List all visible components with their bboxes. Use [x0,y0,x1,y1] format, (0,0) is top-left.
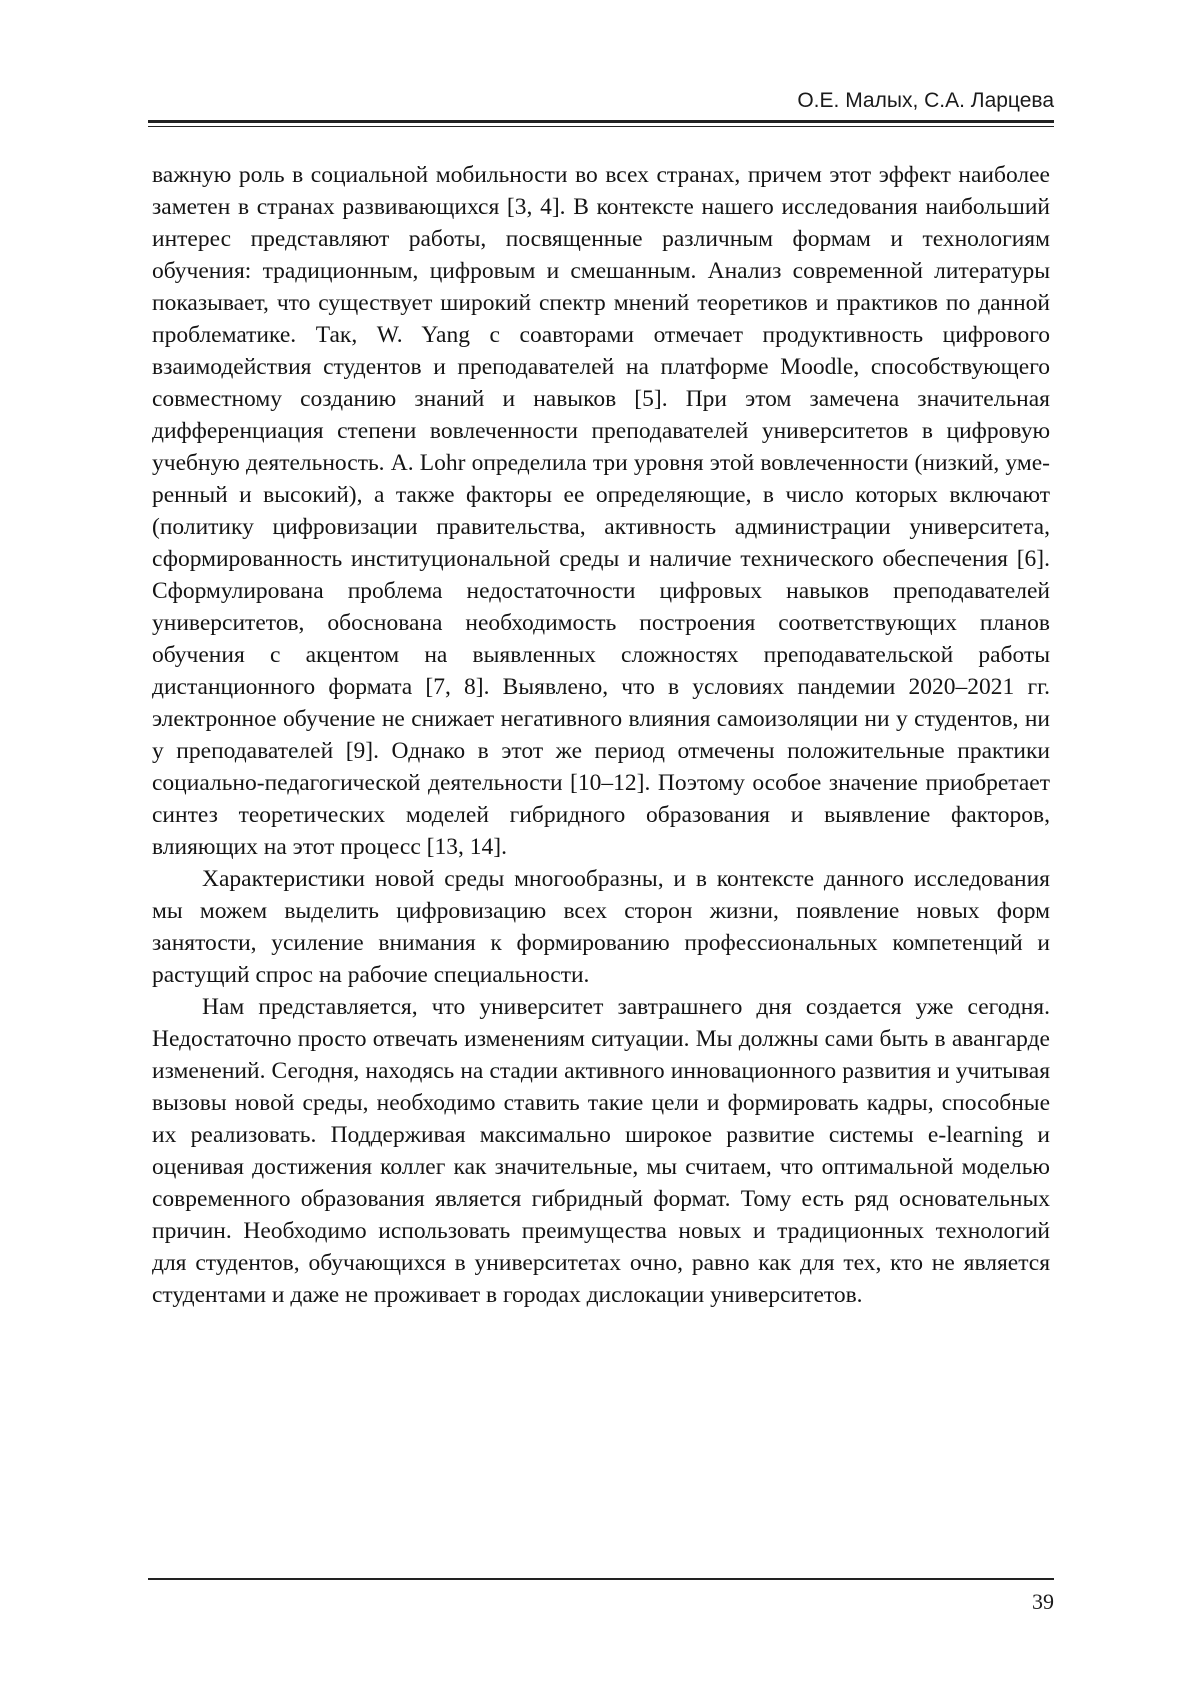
page-number: 39 [1032,1589,1054,1614]
running-header-authors: О.Е. Малых, С.А. Ларцева [797,89,1054,112]
paragraph-new-environment: Характеристики новой среды многообразны, и в контексте данного исследования мы можем выделить цифровизацию всех сторон жизни, появление новых форм занятости, усиление внимания к формированию профессиональных компетенций и растущий спрос на рабочие специальности. [152,866,1050,988]
header-rule-thick [148,120,1054,123]
paragraph-continued: важную роль в социальной мобильности во всех странах, причем этот эффект наиболее заметен в странах развивающихся [3, 4]. В контексте нашего исследования наибольший интерес представляют работы, посвященные различным формам и технологиям обучения: традиционным, цифровым и смешанным. Анализ современной литературы показывает, что существует широкий спектр мнений теоретиков и практиков по данной проблематике. Так, W. Yang с соавторами отмечает продуктивность цифрового взаимодействия студентов и преподавателей на платформе Moodle, способствующего совместному созданию знаний и навыков [5]. При этом замечена значительная дифференциация степени вовлеченности преподавателей университетов в цифровую учебную деятельность. A. Lohr определила три уровня этой вовлеченности (низкий, умеренный и высокий), а также факторы ее определяющие, в число которых включают (политику цифровизации правительства, активность администрации университета, сформированность институциональной среды и наличие технического обеспечения [6]. Сформулирована проблема недостаточности цифровых навыков преподавателей университетов, обоснована необходимость построения соответствующих планов обучения с акцентом на выявленных сложностях преподавательской работы дистанционного формата [7, 8]. Выявлено, что в условиях пандемии 2020–2021 гг. электронное обучение не снижает негативного влияния самоизоляции ни у студентов, ни у преподавателей [9]. Однако в этот же период отмечены положительные практики социально-педагогической деятельности [10–12]. Поэтому особое значение приобретает синтез теоретических моделей гибридного образования и выявление факторов, влияющих на этот процесс [13, 14]. [152,162,1050,860]
article-body [152,159,1050,1311]
paragraph-hybrid-format: Нам представляется, что университет завтрашнего дня создается уже сегодня. Недостаточно просто отвечать изменениям ситуации. Мы должны сами быть в авангарде изменений. Сегодня, находясь на стадии активного инновационного развития и учитывая вызовы новой среды, необходимо ставить такие цели и формировать кадры, способные их реализовать. Поддерживая максимально широкое развитие системы e-learning и оценивая достижения коллег как значительные, мы считаем, что оптимальной моделью современного образования является гибридный формат. Тому есть ряд основательных причин. Необходимо использовать преимущества новых и традиционных технологий для студентов, обучающихся в университетах очно, равно как для тех, кто не является студентами и даже не проживает в городах дислокации университетов. [152,994,1050,1308]
header-rule-thin [148,126,1054,127]
footer-rule [148,1578,1054,1580]
